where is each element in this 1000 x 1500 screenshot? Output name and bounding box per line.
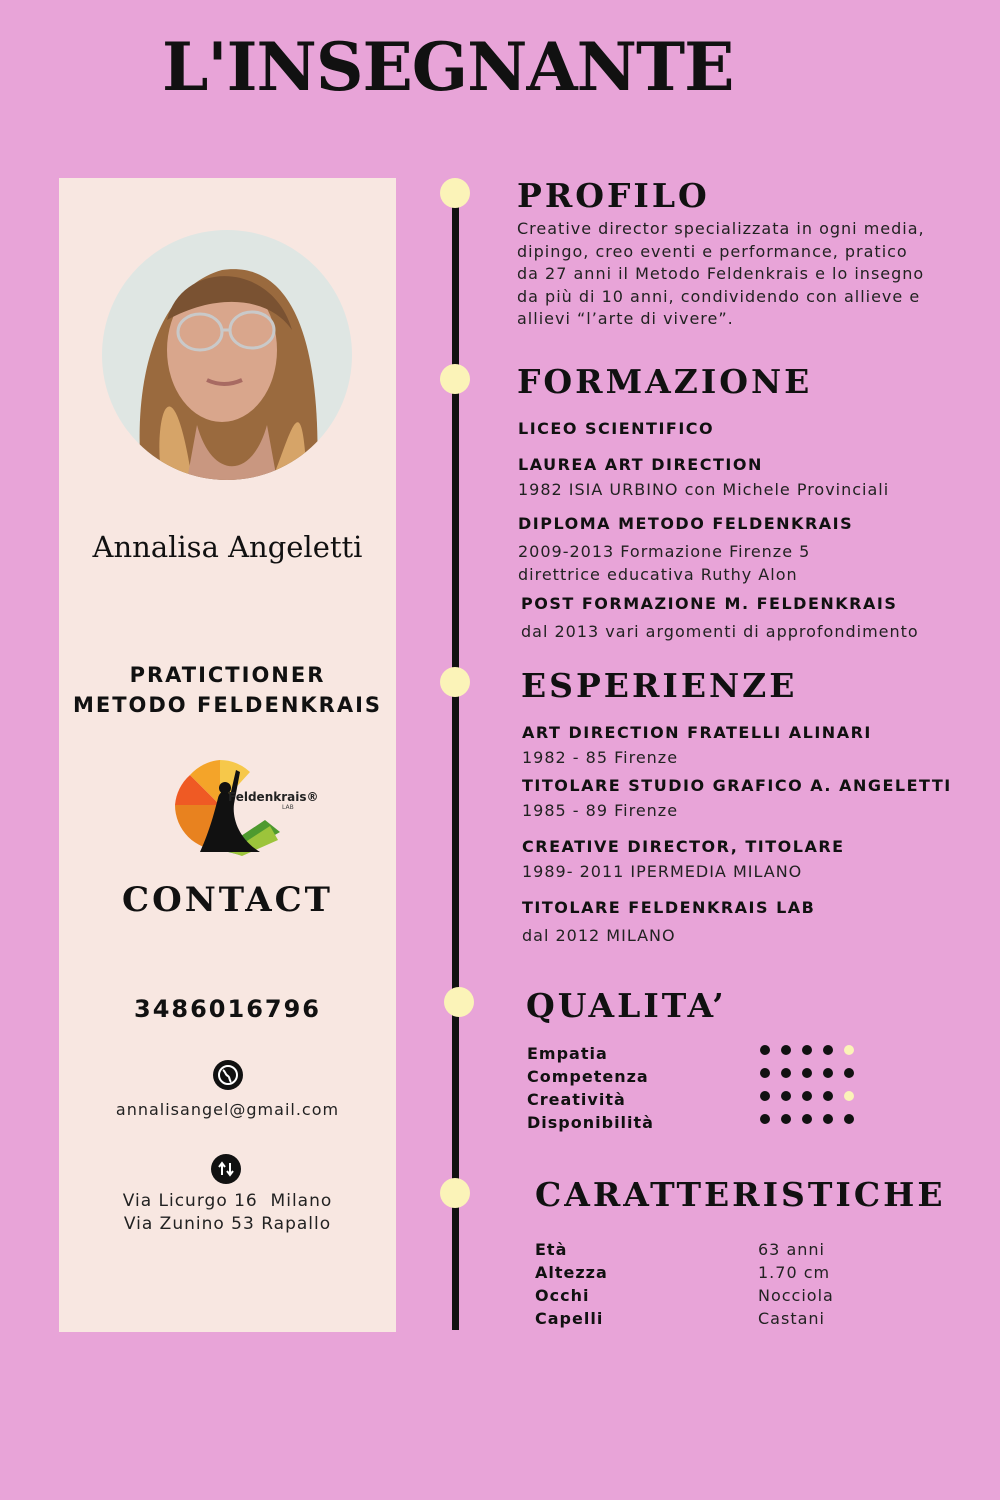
caratteristica-label: Altezza	[535, 1263, 608, 1282]
rating-dot-filled	[760, 1045, 770, 1055]
qualita-label: Empatia	[527, 1044, 608, 1063]
qualita-label: Competenza	[527, 1067, 649, 1086]
rating-dot-empty	[844, 1045, 854, 1055]
caratteristica-value: 1.70 cm	[758, 1263, 831, 1282]
timeline-dot	[440, 1178, 470, 1208]
person-name: Annalisa Angeletti	[92, 530, 363, 564]
rating-dot-filled	[802, 1045, 812, 1055]
profilo-text	[517, 218, 937, 331]
timeline-dot	[440, 178, 470, 208]
caratteristiche-heading: CARATTERISTICHE	[535, 1175, 946, 1214]
caratteristica-value: Castani	[758, 1309, 825, 1328]
rating-dot-filled	[844, 1114, 854, 1124]
rating-dot-filled	[760, 1114, 770, 1124]
profilo-line: da più di 10 anni, condividendo con allieve e	[517, 286, 921, 306]
profilo-line: da 27 anni il Metodo Feldenkrais e lo insegno	[517, 264, 925, 283]
rating-dot-filled	[781, 1045, 791, 1055]
qualita-heading: QUALITA’	[526, 986, 727, 1025]
profile-photo	[102, 230, 352, 480]
qualita-labels	[527, 1042, 654, 1134]
profilo-line: dipingo, creo eventi e performance, pratico	[517, 241, 908, 261]
timeline-dot	[444, 987, 474, 1017]
formazione-heading: FORMAZIONE	[517, 362, 813, 401]
esperienze-item-detail: 1982 - 85 Firenze	[522, 748, 679, 767]
globe-icon	[213, 1060, 243, 1090]
formazione-item-title: POST FORMAZIONE M. FELDENKRAIS	[521, 594, 898, 613]
formazione-item-detail: dal 2013 vari argomenti di approfondimento	[521, 622, 919, 641]
rating-dot-filled	[781, 1068, 791, 1078]
arrows-swap-icon	[211, 1154, 241, 1184]
caratteristiche-labels	[535, 1238, 608, 1330]
rating-dot-filled	[823, 1114, 833, 1124]
formazione-item-title: DIPLOMA METODO FELDENKRAIS	[518, 514, 854, 533]
formazione-item-title: LICEO SCIENTIFICO	[518, 419, 715, 438]
timeline-dot	[440, 364, 470, 394]
rating-dot-filled	[823, 1045, 833, 1055]
rating-dot-filled	[823, 1068, 833, 1078]
formazione-item-detail: 1982 ISIA URBINO con Michele Provinciali	[518, 480, 890, 499]
esperienze-item-detail: 1989- 2011 IPERMEDIA MILANO	[522, 862, 803, 881]
rating-row	[760, 1061, 865, 1084]
caratteristiche-values	[758, 1238, 834, 1330]
esperienze-item-detail: 1985 - 89 Firenze	[522, 801, 679, 820]
formazione-item-detail: direttrice educativa Ruthy Alon	[518, 565, 798, 584]
rating-dot-filled	[844, 1068, 854, 1078]
contact-heading: CONTACT	[122, 880, 333, 920]
esperienze-item-title: TITOLARE STUDIO GRAFICO A. ANGELETTI	[522, 776, 952, 795]
email-link[interactable]: annalisangel@gmail.com	[115, 1100, 340, 1119]
rating-dot-filled	[802, 1068, 812, 1078]
qualita-ratings	[760, 1038, 865, 1130]
esperienze-item-detail: dal 2012 MILANO	[522, 926, 676, 945]
esperienze-heading: ESPERIENZE	[521, 666, 798, 705]
rating-dot-empty	[844, 1091, 854, 1101]
rating-row	[760, 1107, 865, 1130]
rating-dot-filled	[823, 1091, 833, 1101]
rating-dot-filled	[802, 1114, 812, 1124]
formazione-item-title: LAUREA ART DIRECTION	[518, 455, 763, 474]
role-line-1: PRATICTIONER	[129, 663, 326, 687]
rating-dot-filled	[802, 1091, 812, 1101]
role-line-2: METODO FELDENKRAIS	[72, 693, 383, 717]
rating-row	[760, 1084, 865, 1107]
esperienze-item-title: CREATIVE DIRECTOR, TITOLARE	[522, 837, 845, 856]
logo-text: Feldenkrais®	[228, 790, 319, 804]
rating-dot-filled	[781, 1091, 791, 1101]
caratteristica-label: Occhi	[535, 1286, 590, 1305]
timeline-line	[452, 190, 459, 1330]
formazione-item-detail: 2009-2013 Formazione Firenze 5	[518, 542, 811, 561]
qualita-label: Creatività	[527, 1090, 626, 1109]
rating-dot-filled	[781, 1114, 791, 1124]
logo-subtext: LAB	[282, 804, 294, 811]
caratteristica-value: 63 anni	[758, 1240, 825, 1259]
rating-row	[760, 1038, 865, 1061]
role-title	[59, 660, 396, 720]
rating-dot-filled	[760, 1091, 770, 1101]
profilo-line: allievi “l’arte di vivere”.	[517, 309, 734, 328]
caratteristica-label: Età	[535, 1240, 568, 1259]
feldenkrais-logo	[170, 760, 319, 864]
qualita-label: Disponibilità	[527, 1113, 654, 1132]
address-block	[59, 1190, 396, 1236]
page-title: L'INSEGNANTE	[162, 28, 734, 106]
esperienze-item-title: ART DIRECTION FRATELLI ALINARI	[522, 723, 872, 742]
rating-dot-filled	[760, 1068, 770, 1078]
esperienze-item-title: TITOLARE FELDENKRAIS LAB	[522, 898, 816, 917]
address-line-2: Via Zunino 53 Rapallo	[123, 1214, 332, 1234]
profilo-heading: PROFILO	[517, 176, 710, 215]
profilo-line: Creative director specializzata in ogni media,	[517, 219, 925, 238]
timeline-dot	[440, 667, 470, 697]
address-line-1: Via Licurgo 16 Milano	[122, 1191, 333, 1211]
caratteristica-value: Nocciola	[758, 1286, 834, 1305]
phone-number[interactable]: 3486016796	[134, 995, 321, 1023]
caratteristica-label: Capelli	[535, 1309, 604, 1328]
